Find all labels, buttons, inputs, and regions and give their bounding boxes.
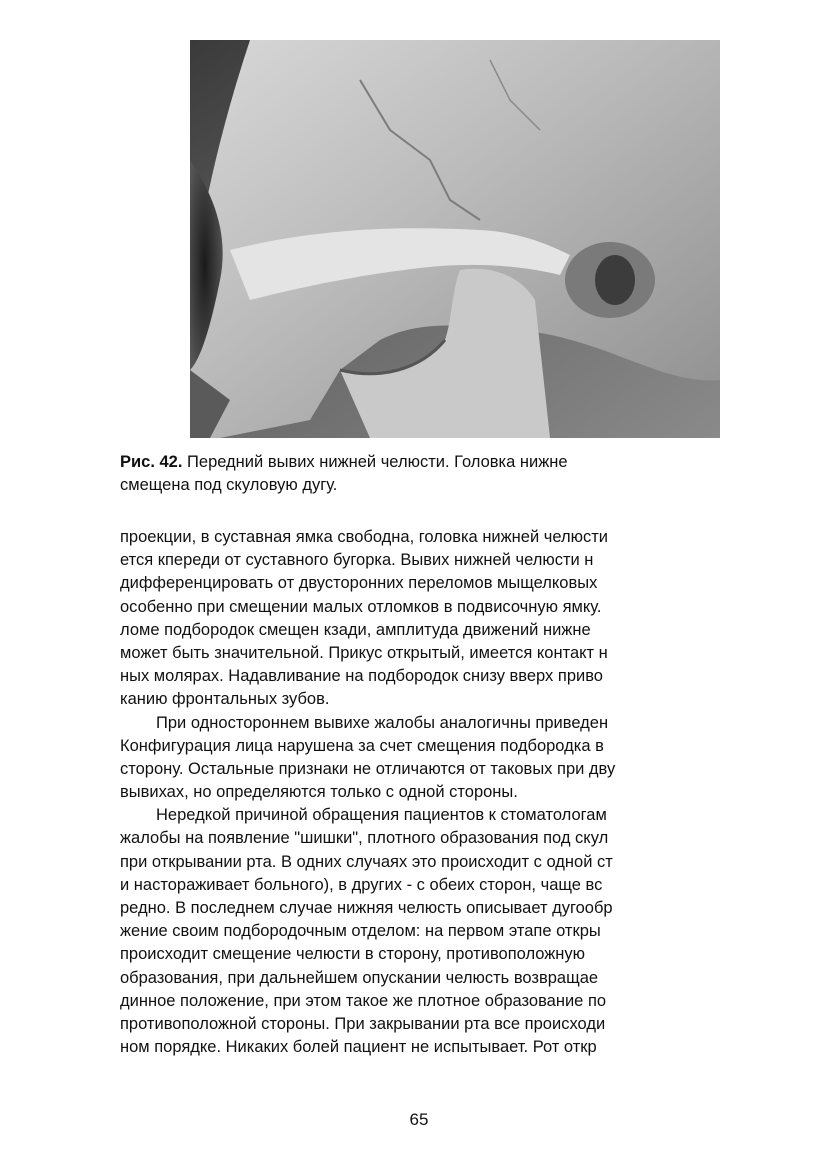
caption-text: Передний вывих нижней челюсти. Головка нижне xyxy=(187,453,568,471)
text-line: ется кпереди от суставного бугорка. Вывих нижней челюсти н xyxy=(120,551,594,570)
text-line: ломе подбородок смещен кзади, амплитуда движений нижне xyxy=(120,620,591,639)
text-line: образования, при дальнейшем опускании челюсть возвращае xyxy=(120,968,599,987)
text-line: проекции, в суставная ямка свободна, головка нижней челюсти xyxy=(120,528,609,546)
text-line: канию фронтальных зубов. xyxy=(120,690,330,709)
page-number: 65 xyxy=(409,1110,429,1129)
text-line: сторону. Остальные признаки не отличаются от таковых при дву xyxy=(120,759,616,778)
caption-line-2: смещена под скуловую дугу. xyxy=(120,476,338,495)
text-line: вывихах, но определяются только с одной стороны. xyxy=(120,783,518,802)
caption-line-1 xyxy=(120,450,720,473)
figure-skull-photo xyxy=(190,40,720,438)
figure-caption xyxy=(120,450,720,496)
text-line: и настораживает больного), в других - с обеих сторон, чаще вс xyxy=(120,875,603,894)
figure-label: Рис. 42. xyxy=(120,453,183,471)
text-line: при открывании рта. В одних случаях это происходит с одной ст xyxy=(120,852,613,871)
text-line: противоположной стороны. При закрывании рта все происходи xyxy=(120,1014,606,1033)
text-line: может быть значительной. Прикус открытый, имеется контакт н xyxy=(120,643,608,662)
text-line: происходит смещение челюсти в сторону, противоположную xyxy=(120,945,586,964)
text-line: Конфигурация лица нарушена за счет смещения подбородка в xyxy=(120,736,604,755)
text-line: динное положение, при этом такое же плотное образование по xyxy=(120,991,607,1010)
text-line: жалобы на появление "шишки", плотного образования под скул xyxy=(120,829,609,848)
text-line: жение своим подбородочным отделом: на первом этапе откры xyxy=(120,922,601,941)
text-line: дифференцировать от двусторонних переломов мыщелковых xyxy=(120,574,598,593)
text-line: ном порядке. Никаких болей пациент не испытывает. Рот откр xyxy=(120,1038,597,1057)
text-line: Нередкой причиной обращения пациентов к стоматологам xyxy=(156,806,607,825)
text-line: При одностороннем вывихе жалобы аналогичны приведен xyxy=(156,713,609,732)
text-line: ных молярах. Надавливание на подбородок снизу вверх приво xyxy=(120,667,603,686)
body-text xyxy=(120,526,720,1059)
text-line: особенно при смещении малых отломков в подвисочную ямку. xyxy=(120,597,602,616)
text-line: редно. В последнем случае нижняя челюсть описывает дугообр xyxy=(120,899,613,917)
